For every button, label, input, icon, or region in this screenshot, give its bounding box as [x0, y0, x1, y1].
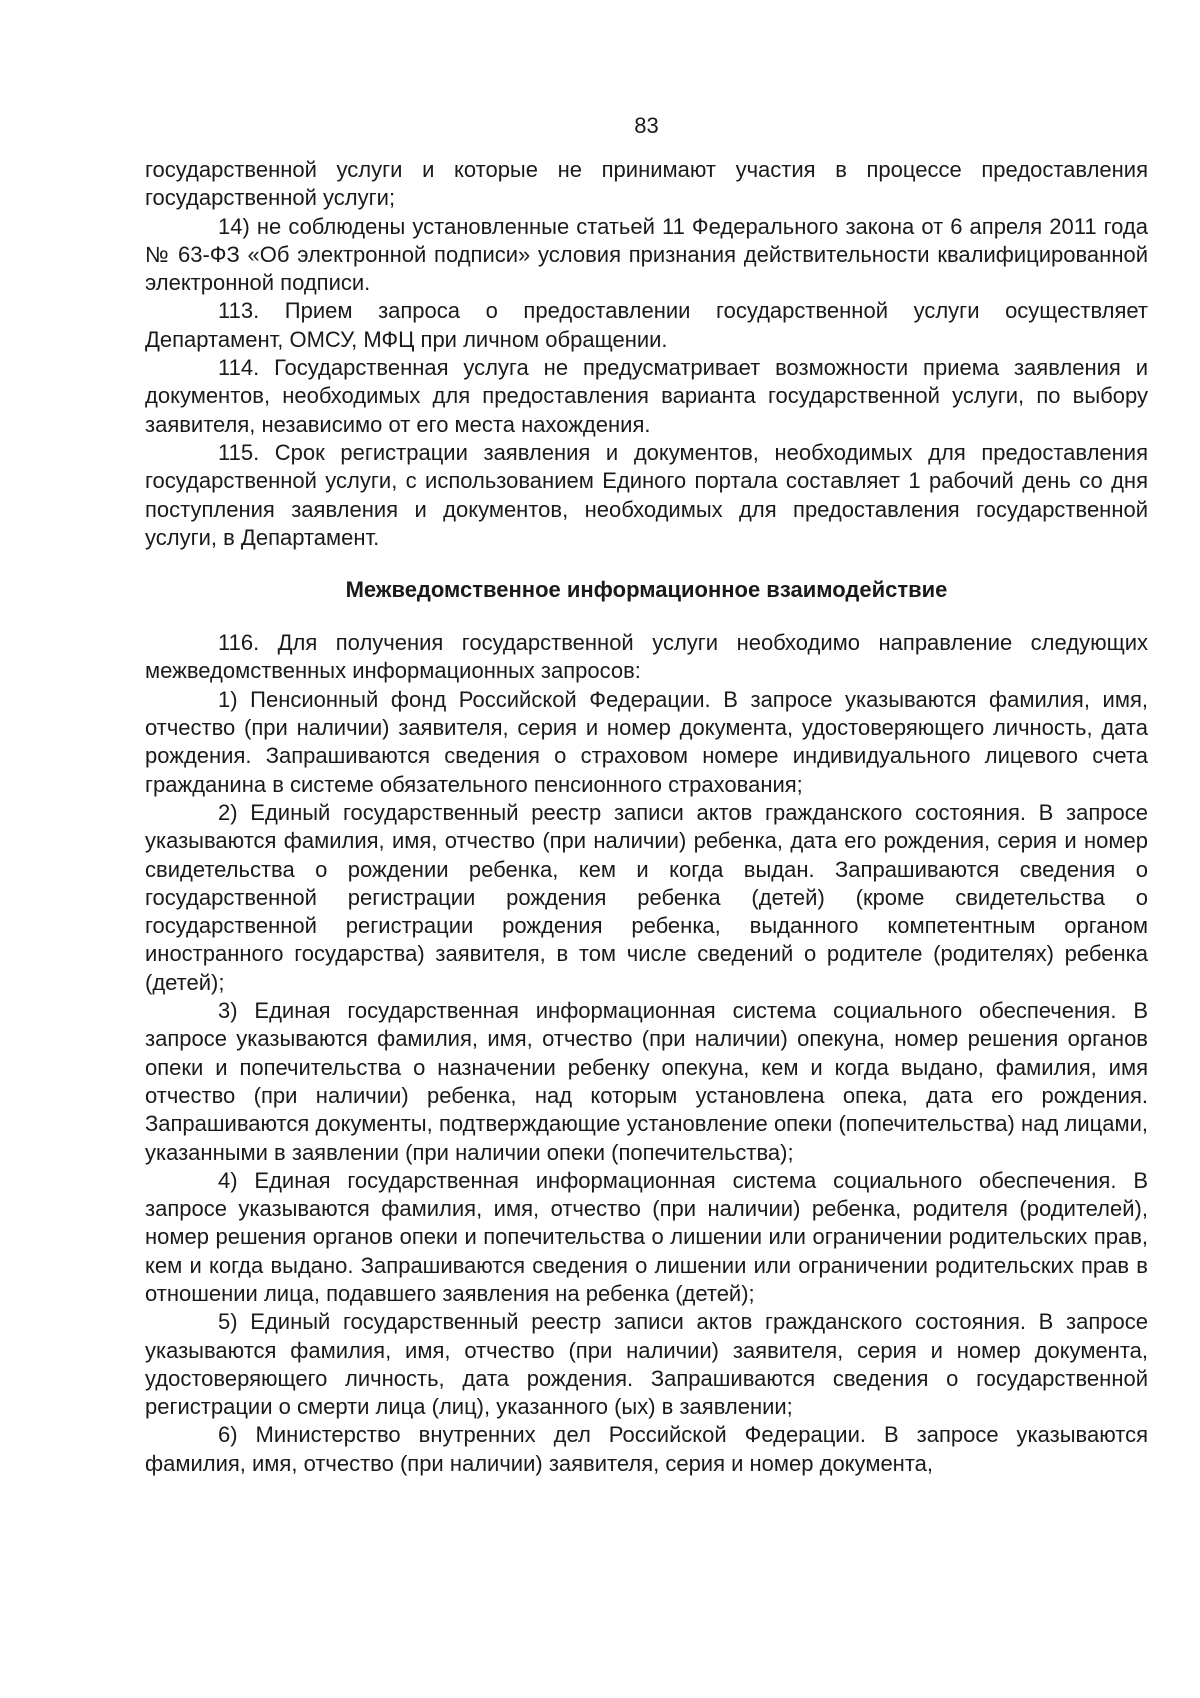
paragraph: 5) Единый государственный реестр записи актов гражданского состояния. В запросе указываются фамилия, имя, отчество (при наличии) заявителя, серия и номер документа, удостоверяющего личность, дата рождения. Запрашиваются сведения о государственной регистрации о смерти лица (лиц), указанного (ых) в заявлении; — [145, 1309, 1148, 1420]
paragraph: 3) Единая государственная информационная система социального обеспечения. В запросе указываются фамилия, имя, отчество (при наличии) опекуна, номер решения органов опеки и попечительства о назначении ребенку опекуна, кем и когда выдано, фамилия, имя отчество (при наличии) ребенка, над которым установлена опека, дата его рождения. Запрашиваются документы, подтверждающие установление опеки (попечительства) над лицами, указанными в заявлении (при наличии опеки (попечительства); — [145, 998, 1148, 1165]
paragraph: 6) Министерство внутренних дел Российской Федерации. В запросе указываются фамилия, имя, отчество (при наличии) заявителя, серия и номер документа, — [145, 1422, 1148, 1476]
paragraph-group-top — [145, 156, 1148, 552]
paragraph: 116. Для получения государственной услуги необходимо направление следующих межведомственных информационных запросов: — [145, 630, 1148, 684]
paragraph: 114. Государственная услуга не предусматривает возможности приема заявления и документов, необходимых для предоставления варианта государственной услуги, по выбору заявителя, независимо от его места нахождения. — [145, 355, 1148, 437]
paragraph: 4) Единая государственная информационная система социального обеспечения. В запросе указываются фамилия, имя, отчество (при наличии) ребенка, родителя (родителей), номер решения органов опеки и попечительства о лишении или ограничении родительских прав, кем и когда выдано. Запрашиваются сведения о лишении или ограничении родительских прав в отношении лица, подавшего заявления на ребенка (детей); — [145, 1167, 1148, 1306]
paragraph: 2) Единый государственный реестр записи актов гражданского состояния. В запросе указываются фамилия, имя, отчество (при наличии) ребенка, дата его рождения, серия и номер свидетельства о рождении ребенка, кем и когда выдан. Запрашиваются сведения о государственной регистрации рождения ребенка (детей) (кроме свидетельства о государственной регистрации рождения ребенка, выданного компетентным органом иностранного государства) заявителя, в том числе сведений о родителе (родителях) ребенка (детей); — [145, 799, 1148, 995]
section-heading: Межведомственное информационное взаимодействие — [345, 577, 948, 603]
paragraph: государственной услуги и которые не принимают участия в процессе предоставления государственной услуги; — [145, 157, 1148, 211]
page-number: 83 — [634, 113, 659, 138]
document-page — [145, 112, 1148, 1478]
paragraph: 113. Прием запроса о предоставлении государственной услуги осуществляет Департамент, ОМСУ, МФЦ при личном обращении. — [145, 298, 1148, 352]
paragraph: 14) не соблюдены установленные статьей 11 Федерального закона от 6 апреля 2011 года № 63-ФЗ «Об электронной подписи» условия признания действительности квалифицированной электронной подписи. — [145, 213, 1148, 296]
paragraph-group-bottom — [145, 629, 1148, 1478]
paragraph: 1) Пенсионный фонд Российской Федерации. В запросе указываются фамилия, имя, отчество (при наличии) заявителя, серия и номер документа, удостоверяющего личность, дата рождения. Запрашиваются сведения о страховом номере индивидуального лицевого счета гражданина в системе обязательного пенсионного страхования; — [145, 686, 1148, 797]
paragraph: 115. Срок регистрации заявления и документов, необходимых для предоставления государственной услуги, с использованием Единого портала составляет 1 рабочий день со дня поступления заявления и документов, необходимых для предоставления государственной услуги, в Департамент. — [145, 439, 1148, 550]
